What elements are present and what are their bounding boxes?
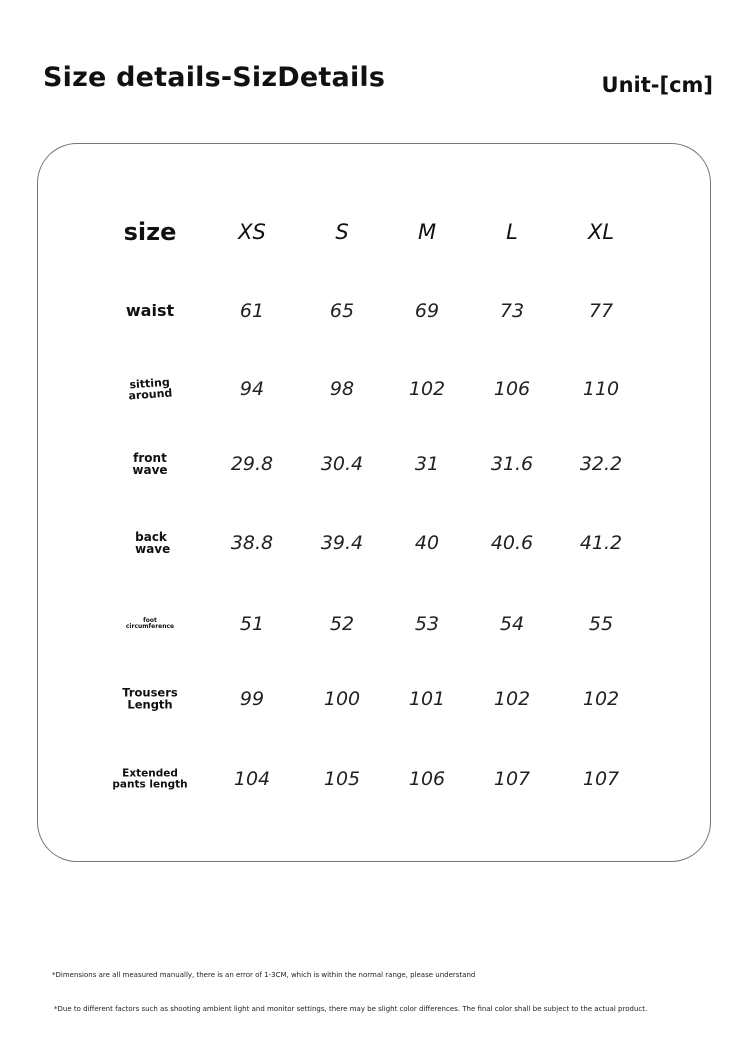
table-cell: 94 xyxy=(239,378,265,400)
table-cell: 65 xyxy=(329,300,355,322)
table-cell: 107 xyxy=(493,768,531,790)
row-label: sitting around xyxy=(128,375,173,403)
size-header-l: L xyxy=(506,220,518,244)
row-label: Trousers Length xyxy=(122,685,178,711)
table-cell: 38.8 xyxy=(230,532,274,554)
table-cell: 51 xyxy=(239,613,265,635)
table-cell: 106 xyxy=(493,378,531,400)
table-cell: 31 xyxy=(414,453,440,475)
row-label: waist xyxy=(125,301,175,320)
table-cell: 39.4 xyxy=(320,532,364,554)
table-cell: 40 xyxy=(414,532,440,554)
size-header-s: S xyxy=(335,220,349,244)
size-header-label: size xyxy=(123,218,177,246)
size-header-m: M xyxy=(417,220,437,244)
table-cell: 61 xyxy=(239,300,265,322)
table-cell: 105 xyxy=(323,768,361,790)
table-cell: 102 xyxy=(582,688,620,710)
table-cell: 54 xyxy=(499,613,525,635)
row-label: foot circumference xyxy=(125,617,175,630)
size-header-xs: XS xyxy=(238,220,266,244)
table-cell: 99 xyxy=(239,688,265,710)
table-cell: 52 xyxy=(329,613,355,635)
table-cell: 101 xyxy=(408,688,446,710)
row-label: Extended pants length xyxy=(112,767,188,790)
measurement-note: *Dimensions are all measured manually, there is an error of 1-3CM, which is within the normal range, please understand xyxy=(52,971,476,979)
unit-label: Unit-[cm] xyxy=(601,73,713,97)
table-cell: 40.6 xyxy=(490,532,534,554)
table-cell: 53 xyxy=(414,613,440,635)
table-cell: 100 xyxy=(323,688,361,710)
table-cell: 102 xyxy=(408,378,446,400)
row-label: back wave xyxy=(135,530,171,556)
size-header-xl: XL xyxy=(587,220,615,244)
page-title: Size details-SizDetails xyxy=(43,62,386,93)
table-cell: 104 xyxy=(233,768,271,790)
table-cell: 110 xyxy=(582,378,620,400)
row-label: front wave xyxy=(132,451,168,477)
table-cell: 73 xyxy=(499,300,525,322)
table-cell: 69 xyxy=(414,300,440,322)
table-cell: 32.2 xyxy=(579,453,623,475)
table-cell: 29.8 xyxy=(230,453,274,475)
table-cell: 41.2 xyxy=(579,532,623,554)
table-cell: 98 xyxy=(329,378,355,400)
table-cell: 106 xyxy=(408,768,446,790)
table-cell: 55 xyxy=(588,613,614,635)
table-cell: 102 xyxy=(493,688,531,710)
table-cell: 77 xyxy=(588,300,614,322)
table-cell: 107 xyxy=(582,768,620,790)
table-cell: 30.4 xyxy=(320,453,364,475)
size-table-card xyxy=(37,143,711,862)
color-note: *Due to different factors such as shooting ambient light and monitor settings, there may be slight color differences. The final color shall be subject to the actual product. xyxy=(54,1005,648,1013)
table-cell: 31.6 xyxy=(490,453,534,475)
